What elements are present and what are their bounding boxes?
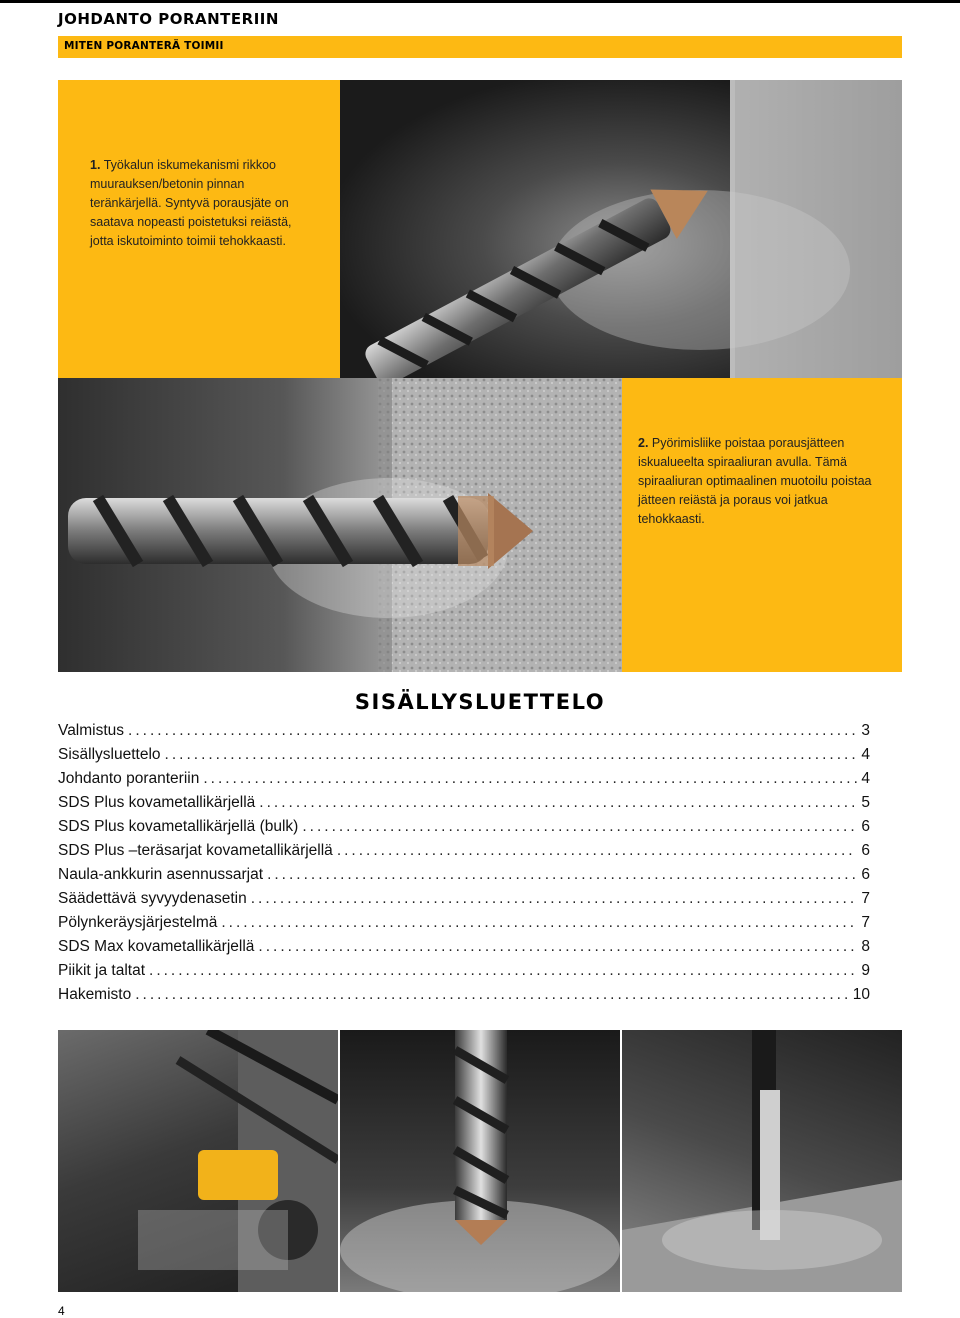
page-number: 4 — [58, 1304, 65, 1318]
top-rule — [0, 0, 960, 3]
toc-entry-label: SDS Plus kovametallikärjellä (bulk) — [58, 818, 299, 835]
toc-entry-page: 6 — [861, 866, 870, 883]
drill-spiral-photo — [58, 378, 622, 672]
toc-entry-label: Valmistus — [58, 722, 125, 739]
toc-entry-label: Hakemisto — [58, 986, 132, 1003]
toc-leader-dots — [259, 794, 857, 812]
rebar-drilling-photo — [58, 1030, 338, 1292]
toc-entry[interactable] — [58, 866, 870, 890]
vertical-drill-photo — [340, 1030, 620, 1292]
toc-entry-page: 7 — [861, 914, 870, 931]
toc-leader-dots — [128, 722, 857, 740]
toc-entry-label: Pölynkeräysjärjestelmä — [58, 914, 218, 931]
toc-entry[interactable] — [58, 962, 870, 986]
toc-entry-page: 6 — [861, 842, 870, 859]
toc-entry-page: 6 — [861, 818, 870, 835]
drill-impact-illustration — [340, 80, 902, 378]
step-2-description: Pyörimisliike poistaa porausjätteen iskualueelta spiraaliuran avulla. Tämä spiraaliuran optimaalinen muotoilu poistaa jätteen reiästä ja poraus voi jatkua tehokkaasti. — [638, 436, 872, 526]
toc-leader-dots — [149, 962, 857, 980]
toc-leader-dots — [203, 770, 857, 788]
vertical-drill-illustration — [340, 1030, 620, 1292]
toc-leader-dots — [337, 842, 858, 860]
drill-impact-photo — [340, 80, 902, 378]
drill-spiral-illustration — [58, 378, 622, 672]
toc-leader-dots — [267, 866, 857, 884]
toc-leader-dots — [135, 986, 849, 1004]
toc-leader-dots — [165, 746, 858, 764]
toc-entry[interactable] — [58, 890, 870, 914]
toc-entry-label: Naula-ankkurin asennussarjat — [58, 866, 264, 883]
step-2-number: 2. — [638, 436, 649, 450]
toc-entry-label: Piikit ja taltat — [58, 962, 146, 979]
toc-entry-page: 9 — [861, 962, 870, 979]
toc-entry[interactable] — [58, 770, 870, 794]
toc-title: SISÄLLYSLUETTELO — [354, 690, 606, 714]
toc-entry-page: 10 — [852, 986, 870, 1003]
toc-leader-dots — [221, 914, 857, 932]
dust-drill-photo — [622, 1030, 902, 1292]
step-1-text — [90, 156, 300, 251]
step-1-number: 1. — [90, 158, 101, 172]
toc-entry-label: Säädettävä syvyydenasetin — [58, 890, 247, 907]
toc-leader-dots — [251, 890, 858, 908]
toc-leader-dots — [258, 938, 857, 956]
toc-entry-label: SDS Plus kovametallikärjellä — [58, 794, 256, 811]
toc-entry-page: 5 — [861, 794, 870, 811]
toc-entry-label: Johdanto poranteriin — [58, 770, 200, 787]
toc-entry-label: Sisällysluettelo — [58, 746, 161, 763]
toc-entry-page: 8 — [861, 938, 870, 955]
toc-entry[interactable] — [58, 818, 870, 842]
dust-drill-illustration — [622, 1030, 902, 1292]
toc-entry-page: 3 — [861, 722, 870, 739]
toc-entry-page: 4 — [861, 770, 870, 787]
toc-entry[interactable] — [58, 914, 870, 938]
toc-entry[interactable] — [58, 794, 870, 818]
toc-entry[interactable] — [58, 938, 870, 962]
rebar-drill-illustration — [58, 1030, 338, 1292]
table-of-contents — [58, 722, 870, 1010]
step-2-text — [638, 434, 878, 529]
toc-leader-dots — [302, 818, 857, 836]
toc-entry[interactable] — [58, 842, 870, 866]
section-bar — [58, 36, 902, 58]
step-1-description: Työkalun iskumekanismi rikkoo muurauksen/betonin pinnan teränkärjellä. Syntyvä porausjäte on saatava nopeasti poistetuksi reiästä, jotta iskutoiminto toimii tehokkaasti. — [90, 158, 292, 248]
section-subtitle: MITEN PORANTERÄ TOIMII — [64, 40, 224, 52]
toc-entry-page: 7 — [861, 890, 870, 907]
toc-entry-label: SDS Plus –teräsarjat kovametallikärjellä — [58, 842, 333, 859]
toc-entry[interactable] — [58, 986, 870, 1010]
toc-entry-label: SDS Max kovametallikärjellä — [58, 938, 255, 955]
toc-entry-page: 4 — [861, 746, 870, 763]
page-title: JOHDANTO PORANTERIIN — [58, 10, 279, 28]
toc-entry[interactable] — [58, 746, 870, 770]
toc-entry[interactable] — [58, 722, 870, 746]
